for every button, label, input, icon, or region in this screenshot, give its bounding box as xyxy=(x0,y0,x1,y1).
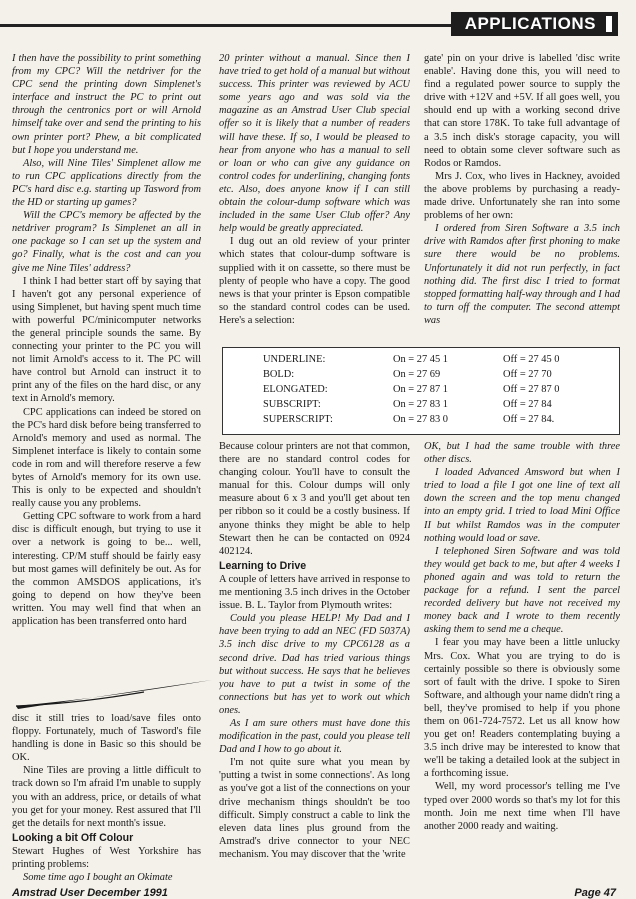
code-off: Off = 27 84 xyxy=(503,399,552,410)
letter-paragraph: Some time ago I bought an Okimate xyxy=(23,872,173,884)
code-off: Off = 27 87 0 xyxy=(503,384,560,395)
letter-paragraph: 20 printer without a manual. Since then I have tried to get hold of a manual but without success. This printer was reviewed by ACU some years ago and was sold via the magazine as an Amstrad User Club special offer so it is likely that a number of readers will have these. If so, I would be pleased to hear from anyone who has a manual to sell or loan or who can give any guidance on control codes for underlining, changing fonts etc. Also, does anyone know if I can still obtain the colour-dump software which was included in the same User Club offer? Any help would be greatly appreciated. xyxy=(219,53,410,235)
code-off: Off = 27 84. xyxy=(503,414,555,425)
letter-paragraph: As I am sure others must have done this modification in the past, could you please tell Dad and I how to go about it. xyxy=(219,717,410,756)
code-name: ELONGATED: xyxy=(263,384,328,395)
letter-paragraph: I telephoned Siren Software and was told they would get back to me, but after 4 weeks I phoned again and was told to return the package for a refund. I sent the parcel recorded delivery but have not received my money back and I wrote to them recently asking them to send me a cheque. xyxy=(424,545,620,636)
column-2-continued xyxy=(219,440,410,886)
code-name: SUPERSCRIPT: xyxy=(263,414,333,425)
reply-paragraph: I'm not quite sure what you mean by 'putting a twist in some connections'. As long as you've got a list of the connections on your drive mechanism things shouldn't be too difficult. Simply construct a cable to link the eleven data lines plus ground from the Amstrad's drive connector to your NEC mechanism. You may discover that the 'write xyxy=(219,757,410,860)
reply-paragraph: disc it still tries to load/save files onto floppy. Fortunately, much of Tasword's file handling is done in Basic so this should be OK. xyxy=(12,713,201,764)
code-on: On = 27 83 0 xyxy=(393,414,448,425)
code-name: BOLD: xyxy=(263,369,295,380)
footer-publication: Amstrad User December 1991 xyxy=(12,887,168,899)
page-header xyxy=(0,0,636,40)
intro-paragraph: Stewart Hughes of West Yorkshire has printing problems: xyxy=(12,845,201,871)
column-2 xyxy=(219,52,410,344)
code-name: SUBSCRIPT: xyxy=(263,399,321,410)
intro-paragraph: A couple of letters have arrived in response to me mentioning 3.5 inch drives in the October issue. B. L. Taylor from Plymouth writes: xyxy=(219,573,410,612)
code-name: UNDERLINE: xyxy=(263,354,326,365)
column-3 xyxy=(424,52,620,344)
letter-paragraph: I ordered from Siren Software a 3.5 inch drive with Ramdos after first phoning to make sure there would be no problems. Unfortunately it did not run perfectly, in fact nothing did. The first disc I tried to format stopped formatting half-way through and I had to turn off the computer. The second attempt was xyxy=(424,223,620,326)
reply-paragraph: Well, my word processor's telling me I've typed over 2000 words so that's my lot for this month. Join me next time when I'll have another 2000 ready and waiting. xyxy=(424,781,620,832)
swoosh-graphic xyxy=(14,676,214,710)
reply-paragraph: CPC applications can indeed be stored on the PC's hard disk before being transferred to Arnold's memory and used as normal. The Simplenet interface is likely to contain some code in rom and will therefore reserve a few bytes of Arnold's memory for its own use. This is only to be expected and shouldn't really cause you any problems. xyxy=(12,406,201,510)
table-row xyxy=(263,369,603,382)
table-row xyxy=(263,384,603,397)
reply-paragraph: gate' pin on your drive is labelled 'disc write enable'. Having done this, you will need to find a regulated power source to supply the drive with +12V and +5V. If all goes well, you should end up with a working second drive that can store 178K. To take full advantage of a 3.5 inch disk's storage capacity, you will need to obtain some clever software such as Rodos or Ramdos. xyxy=(424,53,620,169)
code-on: On = 27 69 xyxy=(393,369,441,380)
table-row xyxy=(263,354,603,367)
reply-paragraph: Getting CPC software to work from a hard disc is difficult enough, but trying to use it over a network is going to be... well, interesting. CP/M stuff should be fairly easy but most games will definitely be out. As for the common AMSDOS applications, it's going to depend on how they've been written. You may well find that when an application has been transferred onto hard xyxy=(12,511,201,628)
table-row xyxy=(263,399,603,412)
letter-paragraph: Could you please HELP! My Dad and I have been trying to add an NEC (FD 5037A) 3.5 inch disc drive to my CPC6128 as a second drive. Dad has tried various things but without success. He says that he believes you have to put a twist in some of the connections but has yet to work out which ones. xyxy=(219,613,410,716)
section-tag: APPLICATIONS xyxy=(451,12,618,36)
reply-paragraph: Nine Tiles are proving a little difficult to track down so I'm afraid I'm unable to supply you with an address, price, or details of what you get for your money. Rest assured that I'll get the details for next month's issue. xyxy=(12,765,201,829)
letter-paragraph: Will the CPC's memory be affected by the netdriver program? Is Simplenet an all in one package so I can set up the system and go? Finally, what is the cost and can you give me Nine Tiles' address? xyxy=(12,210,201,274)
control-codes-table xyxy=(222,347,620,435)
subheading: Looking a bit Off Colour xyxy=(12,831,134,844)
footer-page-number: Page 47 xyxy=(574,887,616,899)
code-off: Off = 27 45 0 xyxy=(503,354,560,365)
reply-paragraph: Because colour printers are not that common, there are no standard control codes for changing colour. You'll have to consult the manual for this. Colour dumps will only measure about 6 x 3 and you'll get about ten per ribbon so it could be a costly business. If anyone thinks they might be able to help Stewart then he can be contacted on 0924 402124. xyxy=(219,441,410,557)
header-rule xyxy=(0,24,500,27)
code-off: Off = 27 70 xyxy=(503,369,552,380)
subheading: Learning to Drive xyxy=(219,559,307,572)
reply-paragraph: Mrs J. Cox, who lives in Hackney, avoided the above problems by purchasing a ready-made drive. Unfortunately she ran into some problems of her own: xyxy=(424,170,620,222)
letter-paragraph: OK, but I had the same trouble with three other discs. xyxy=(424,441,620,466)
letter-paragraph: I loaded Advanced Amsword but when I tried to load a file I got one line of text all down the screen and the top menu changed into an empty grid. I tried to load Mini Office II but whilst Ramdos was in the computer nothing would load or save. xyxy=(424,467,620,544)
reply-paragraph: I fear you may have been a little unlucky Mrs. Cox. What you are trying to do is certainly possible so there is obviously some sort of fault with the drive. I spoke to Siren Software, and although your name didn't ring a bell, they've promised to help if you phone them on 061-724-7572. Let us all know how you get on! Readers contemplating buying a 3.5 inch drive may be interested to know that we'll be taking a detailed look at the subject in a forthcoming issue. xyxy=(424,637,620,780)
letter-paragraph: I then have the possibility to print something from my CPC? Will the netdriver for the CPC send the printing down Simplenet's interface and instruct the PC to print out through the centronics port or will Arnold himself take over and send the printing to his own printer port? Phew, a bit complicated but I hope you understand me. xyxy=(12,53,201,156)
column-1 xyxy=(12,52,201,672)
column-3-continued xyxy=(424,440,620,886)
reply-paragraph: I think I had better start off by saying that I haven't got any personal experience of using Simplenet, but having spent much time with powerful PC/minicomputer networks the general principle sounds the same. By connecting your printer to the PC you will not limit Arnold's access to it. The PC will have control but Arnold can instruct it to print any of the files on the hard disc, or any text in Arnold's memory. xyxy=(12,275,201,405)
code-on: On = 27 87 1 xyxy=(393,384,448,395)
table-row xyxy=(263,414,603,427)
code-on: On = 27 45 1 xyxy=(393,354,448,365)
code-on: On = 27 83 1 xyxy=(393,399,448,410)
column-1-continued xyxy=(12,712,201,884)
letter-paragraph: Also, will Nine Tiles' Simplenet allow me to run CPC applications directly from the PC's hard disc e.g. starting up Tasword from the HD or starting up games? xyxy=(12,157,201,209)
reply-paragraph: I dug out an old review of your printer which states that colour-dump software is supplied with it on cassette, so there must be plenty of people who have a copy. The good news is that your printer is Epson compatible so the standard control codes can be used. Here's a selection: xyxy=(219,236,410,326)
